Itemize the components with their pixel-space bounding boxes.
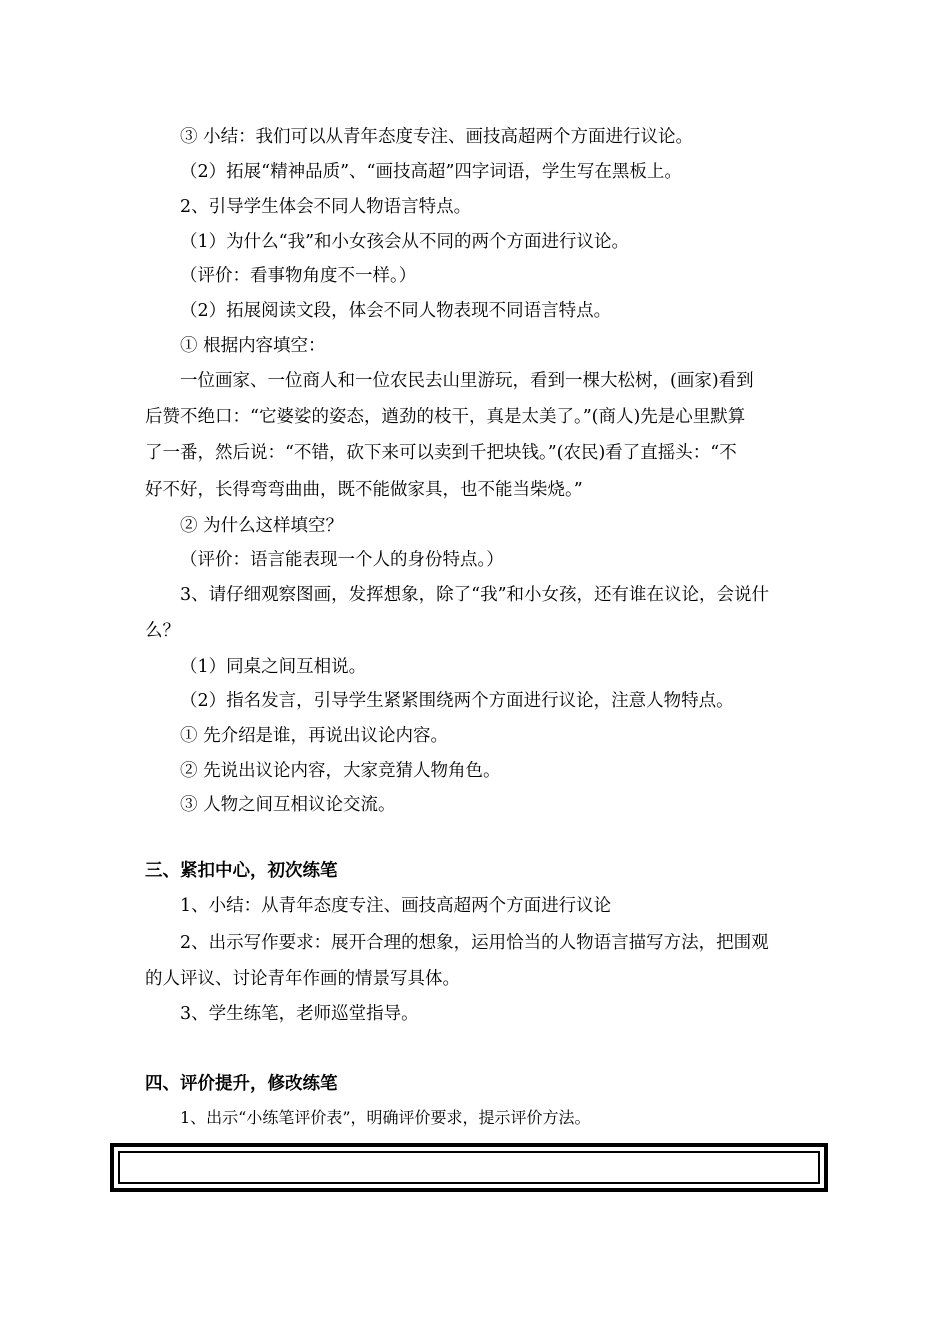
paragraph-line: 一位画家、一位商人和一位农民去山里游玩，看到一棵大松树，(画家)看到	[180, 371, 754, 391]
paragraph-line: （1）同桌之间互相说。	[180, 657, 367, 677]
paragraph-line: ② 为什么这样填空？	[180, 516, 344, 536]
paragraph-line: ③ 人物之间互相议论交流。	[180, 795, 396, 815]
paragraph-line: 了一番，然后说：“不错，砍下来可以卖到千把块钱。”(农民)看了直摇头：“不	[145, 443, 737, 463]
evaluation-table-inner-border	[118, 1151, 820, 1184]
paragraph-line: （评价：看事物角度不一样。）	[180, 266, 417, 286]
paragraph-line: 1、出示“小练笔评价表”，明确评价要求，提示评价方法。	[180, 1108, 591, 1127]
paragraph-line: 2、引导学生体会不同人物语言特点。	[180, 197, 472, 217]
paragraph-line: 好不好，长得弯弯曲曲，既不能做家具，也不能当柴烧。”	[145, 480, 583, 500]
paragraph-line: 么？	[145, 621, 180, 641]
section-heading: 四、评价提升，修改练笔	[145, 1074, 338, 1094]
evaluation-table-frame	[110, 1143, 828, 1192]
paragraph-line: 3、请仔细观察图画，发挥想象，除了“我”和小女孩，还有谁在议论，会说什	[180, 585, 770, 605]
paragraph-line: （2）指名发言，引导学生紧紧围绕两个方面进行议论，注意人物特点。	[180, 691, 734, 711]
paragraph-line: 3、学生练笔，老师巡堂指导。	[180, 1004, 419, 1024]
paragraph-line: ② 先说出议论内容，大家竞猜人物角色。	[180, 761, 501, 781]
paragraph-line: （2）拓展阅读文段，体会不同人物表现不同语言特点。	[180, 301, 612, 321]
paragraph-line: （2）拓展“精神品质”、“画技高超”四字词语，学生写在黑板上。	[180, 162, 682, 182]
paragraph-line: ① 根据内容填空：	[180, 336, 326, 356]
paragraph-line: （评价：语言能表现一个人的身份特点。）	[180, 550, 504, 570]
paragraph-line: 1、小结：从青年态度专注、画技高超两个方面进行议论	[180, 896, 612, 916]
section-heading: 三、紧扣中心，初次练笔	[145, 861, 338, 881]
paragraph-line: 后赞不绝口：“它婆娑的姿态，遒劲的枝干，真是太美了。”(商人)先是心里默算	[145, 407, 746, 427]
paragraph-line: （1）为什么“我”和小女孩会从不同的两个方面进行议论。	[180, 232, 630, 252]
paragraph-line: 2、出示写作要求：展开合理的想象，运用恰当的人物语言描写方法，把围观	[180, 933, 769, 953]
paragraph-line: ③ 小结：我们可以从青年态度专注、画技高超两个方面进行议论。	[180, 127, 694, 147]
paragraph-line: ① 先介绍是谁，再说出议论内容。	[180, 726, 449, 746]
paragraph-line: 的人评议、讨论青年作画的情景写具体。	[145, 969, 460, 989]
